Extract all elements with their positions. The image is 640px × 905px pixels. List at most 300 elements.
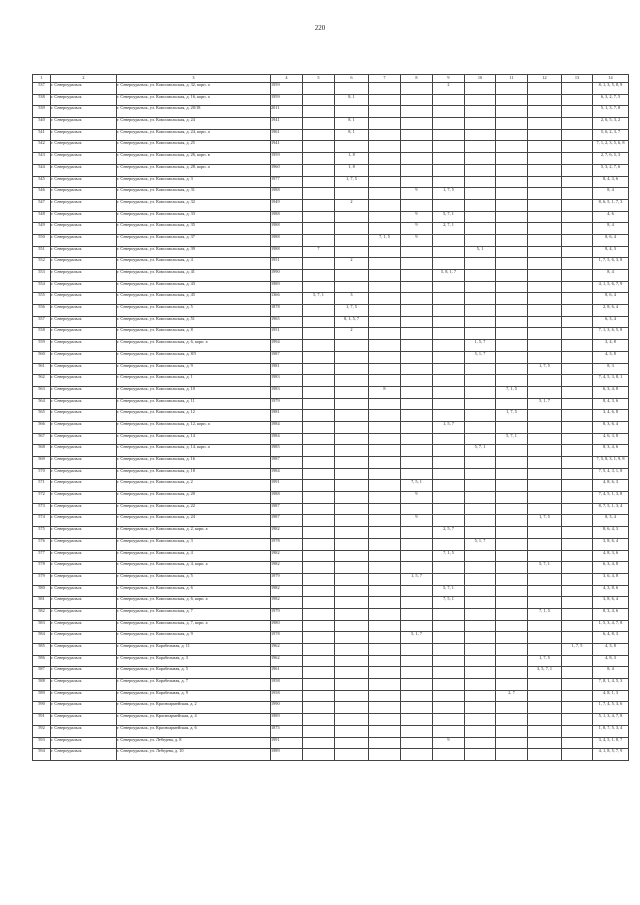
settlement-cell: г. Североуральск: [51, 527, 117, 539]
row-number: 552: [33, 258, 51, 270]
value-cell: [303, 421, 335, 433]
value-cell: 9: [433, 737, 465, 749]
codes-cell: 8, 4: [593, 188, 629, 200]
value-cell: [562, 655, 593, 667]
value-cell: [369, 94, 401, 106]
value-cell: [528, 585, 562, 597]
address-cell: г. Североуральск, ул. Комсомольская, д. 16: [117, 457, 271, 469]
row-number: 556: [33, 305, 51, 317]
value-cell: [496, 118, 528, 130]
table-header-row: [33, 75, 629, 83]
value-cell: [303, 363, 335, 375]
settlement-cell: г. Североуральск: [51, 714, 117, 726]
value-cell: [335, 410, 369, 422]
row-number: 582: [33, 608, 51, 620]
value-cell: [369, 725, 401, 737]
settlement-cell: г. Североуральск: [51, 492, 117, 504]
value-cell: [369, 258, 401, 270]
address-cell: г. Североуральск, ул. Комсомольская, д. 2, корп. а: [117, 527, 271, 539]
value-cell: [401, 714, 433, 726]
row-number: 558: [33, 328, 51, 340]
value-cell: [433, 386, 465, 398]
value-cell: [465, 176, 496, 188]
value-cell: [496, 246, 528, 258]
row-number: 543: [33, 153, 51, 165]
value-cell: [562, 702, 593, 714]
value-cell: [496, 679, 528, 691]
value-cell: [335, 340, 369, 352]
value-cell: 7, 1, 5: [433, 550, 465, 562]
settlement-cell: г. Североуральск: [51, 620, 117, 632]
value-cell: [401, 258, 433, 270]
row-number: 578: [33, 562, 51, 574]
table-row: [33, 515, 629, 527]
value-cell: [465, 655, 496, 667]
row-number: 546: [33, 188, 51, 200]
settlement-cell: г. Североуральск: [51, 679, 117, 691]
value-cell: [465, 457, 496, 469]
year-cell: 1989: [271, 749, 303, 761]
year-cell: 1983: [271, 386, 303, 398]
row-number: 541: [33, 129, 51, 141]
value-cell: [433, 702, 465, 714]
address-cell: г. Североуральск, ул. Корабельная, д. 9: [117, 690, 271, 702]
value-cell: [528, 118, 562, 130]
value-cell: [496, 234, 528, 246]
value-cell: [303, 632, 335, 644]
row-number: 581: [33, 597, 51, 609]
value-cell: [496, 258, 528, 270]
table-row: [33, 550, 629, 562]
value-cell: [528, 153, 562, 165]
value-cell: [369, 667, 401, 679]
value-cell: [369, 223, 401, 235]
column-header: 3: [117, 75, 271, 83]
value-cell: [465, 480, 496, 492]
year-cell: 1990: [271, 702, 303, 714]
value-cell: [528, 106, 562, 118]
value-cell: [303, 164, 335, 176]
row-number: 575: [33, 527, 51, 539]
value-cell: [465, 398, 496, 410]
value-cell: [562, 667, 593, 679]
value-cell: [401, 737, 433, 749]
value-cell: [369, 550, 401, 562]
value-cell: 1, 5, 7: [401, 573, 433, 585]
value-cell: [528, 375, 562, 387]
value-cell: [496, 573, 528, 585]
column-header: 11: [496, 75, 528, 83]
address-cell: г. Североуральск, ул. Комсомольская, д. 33: [117, 211, 271, 223]
value-cell: [465, 527, 496, 539]
value-cell: [335, 351, 369, 363]
settlement-cell: г. Североуральск: [51, 305, 117, 317]
settlement-cell: г. Североуральск: [51, 538, 117, 550]
value-cell: [433, 538, 465, 550]
value-cell: [335, 679, 369, 691]
value-cell: [369, 421, 401, 433]
value-cell: 2, 7: [496, 690, 528, 702]
row-number: 594: [33, 749, 51, 761]
value-cell: [496, 375, 528, 387]
value-cell: [401, 386, 433, 398]
value-cell: [433, 164, 465, 176]
value-cell: [369, 246, 401, 258]
value-cell: [335, 550, 369, 562]
table-row: [33, 106, 629, 118]
value-cell: 1, 5, 7: [465, 340, 496, 352]
row-number: 572: [33, 492, 51, 504]
value-cell: [528, 503, 562, 515]
value-cell: [401, 433, 433, 445]
value-cell: [465, 316, 496, 328]
year-cell: 1987: [271, 503, 303, 515]
value-cell: [335, 597, 369, 609]
codes-cell: 4, 1, 5, 6, 7, 9: [593, 281, 629, 293]
value-cell: [496, 538, 528, 550]
year-cell: 1978: [271, 632, 303, 644]
value-cell: [335, 398, 369, 410]
value-cell: [528, 246, 562, 258]
value-cell: [369, 714, 401, 726]
value-cell: [562, 106, 593, 118]
value-cell: [496, 293, 528, 305]
value-cell: [496, 468, 528, 480]
value-cell: [562, 258, 593, 270]
row-number: 564: [33, 398, 51, 410]
table-row: [33, 270, 629, 282]
value-cell: [303, 106, 335, 118]
value-cell: [562, 527, 593, 539]
value-cell: [401, 118, 433, 130]
value-cell: [335, 690, 369, 702]
value-cell: [303, 433, 335, 445]
codes-cell: 8, 4: [593, 270, 629, 282]
value-cell: [401, 445, 433, 457]
value-cell: [496, 714, 528, 726]
value-cell: [562, 421, 593, 433]
table-row: [33, 468, 629, 480]
value-cell: [433, 503, 465, 515]
value-cell: [433, 141, 465, 153]
year-cell: 2011: [271, 106, 303, 118]
value-cell: [562, 141, 593, 153]
value-cell: [562, 690, 593, 702]
value-cell: [528, 293, 562, 305]
year-cell: 1982: [271, 562, 303, 574]
value-cell: [528, 714, 562, 726]
value-cell: [401, 597, 433, 609]
row-number: 537: [33, 83, 51, 95]
row-number: 569: [33, 457, 51, 469]
table-row: [33, 620, 629, 632]
value-cell: [369, 340, 401, 352]
value-cell: [401, 328, 433, 340]
value-cell: [335, 585, 369, 597]
value-cell: [303, 188, 335, 200]
value-cell: [433, 468, 465, 480]
value-cell: [401, 375, 433, 387]
value-cell: [562, 468, 593, 480]
row-number: 570: [33, 468, 51, 480]
table-row: [33, 211, 629, 223]
table-row: [33, 223, 629, 235]
value-cell: 5, 1, 7: [465, 538, 496, 550]
value-cell: [528, 234, 562, 246]
settlement-cell: г. Североуральск: [51, 188, 117, 200]
row-number: 590: [33, 702, 51, 714]
codes-cell: 5, 1, 3, 7, 8: [593, 106, 629, 118]
value-cell: [369, 270, 401, 282]
codes-cell: 3, 8, 6, 4: [593, 538, 629, 550]
value-cell: [528, 679, 562, 691]
codes-cell: 7, 5, 8, 3, 1, 9, 8: [593, 457, 629, 469]
value-cell: [465, 129, 496, 141]
value-cell: [303, 690, 335, 702]
value-cell: [465, 141, 496, 153]
value-cell: 9: [401, 492, 433, 504]
address-cell: г. Североуральск, ул. Комсомольская, д. 5: [117, 573, 271, 585]
value-cell: [465, 106, 496, 118]
value-cell: [369, 141, 401, 153]
value-cell: [401, 655, 433, 667]
year-cell: 1979: [271, 573, 303, 585]
value-cell: [369, 305, 401, 317]
value-cell: [433, 445, 465, 457]
codes-cell: 5, 3, 2, 7, 6: [593, 164, 629, 176]
value-cell: [303, 445, 335, 457]
value-cell: [528, 527, 562, 539]
value-cell: [369, 83, 401, 95]
value-cell: [496, 199, 528, 211]
settlement-cell: г. Североуральск: [51, 690, 117, 702]
value-cell: [496, 457, 528, 469]
table-row: [33, 153, 629, 165]
year-cell: 1987: [271, 457, 303, 469]
settlement-cell: г. Североуральск: [51, 737, 117, 749]
value-cell: [401, 562, 433, 574]
table-row: [33, 234, 629, 246]
value-cell: [401, 363, 433, 375]
value-cell: [528, 457, 562, 469]
value-cell: [335, 702, 369, 714]
value-cell: 1, 7, 5: [496, 410, 528, 422]
settlement-cell: г. Североуральск: [51, 351, 117, 363]
value-cell: [433, 725, 465, 737]
page-number: 220: [314, 24, 326, 32]
settlement-cell: г. Североуральск: [51, 457, 117, 469]
row-number: 548: [33, 211, 51, 223]
table-row: [33, 562, 629, 574]
settlement-cell: г. Североуральск: [51, 234, 117, 246]
value-cell: [433, 328, 465, 340]
value-cell: [562, 679, 593, 691]
value-cell: [496, 106, 528, 118]
value-cell: [496, 632, 528, 644]
value-cell: [369, 118, 401, 130]
value-cell: [335, 480, 369, 492]
value-cell: [562, 480, 593, 492]
value-cell: 1, 7, 5: [433, 188, 465, 200]
value-cell: [303, 176, 335, 188]
value-cell: 1, 7, 5: [335, 176, 369, 188]
address-cell: г. Североуральск, ул. Комсомольская, д. 22: [117, 503, 271, 515]
value-cell: [496, 94, 528, 106]
settlement-cell: г. Североуральск: [51, 433, 117, 445]
value-cell: [335, 211, 369, 223]
table-row: [33, 749, 629, 761]
value-cell: [433, 375, 465, 387]
value-cell: [562, 492, 593, 504]
settlement-cell: г. Североуральск: [51, 199, 117, 211]
value-cell: [369, 328, 401, 340]
settlement-cell: г. Североуральск: [51, 480, 117, 492]
row-number: 549: [33, 223, 51, 235]
value-cell: [303, 83, 335, 95]
value-cell: [401, 246, 433, 258]
codes-cell: 8, 1, 3, 5, 8, 9: [593, 83, 629, 95]
address-cell: г. Североуральск, ул. Комсомольская, д. 5: [117, 305, 271, 317]
value-cell: [335, 749, 369, 761]
address-cell: г. Североуральск, ул. Комсомольская, д. 6: [117, 585, 271, 597]
value-cell: [303, 492, 335, 504]
value-cell: [496, 725, 528, 737]
column-header: 8: [401, 75, 433, 83]
value-cell: [496, 667, 528, 679]
value-cell: [562, 129, 593, 141]
settlement-cell: г. Североуральск: [51, 293, 117, 305]
value-cell: [433, 340, 465, 352]
value-cell: [528, 445, 562, 457]
value-cell: [562, 515, 593, 527]
settlement-cell: г. Североуральск: [51, 129, 117, 141]
settlement-cell: г. Североуральск: [51, 118, 117, 130]
value-cell: [433, 106, 465, 118]
codes-cell: 7, 5, 4, 3, 1, 8: [593, 468, 629, 480]
value-cell: [369, 375, 401, 387]
value-cell: [496, 83, 528, 95]
value-cell: [401, 538, 433, 550]
codes-cell: 7, 1, 2, 3, 5, 6, 8: [593, 141, 629, 153]
value-cell: [433, 573, 465, 585]
value-cell: [303, 398, 335, 410]
value-cell: 5, 7, 1: [496, 433, 528, 445]
settlement-cell: г. Североуральск: [51, 375, 117, 387]
value-cell: [369, 480, 401, 492]
value-cell: [465, 492, 496, 504]
value-cell: [496, 351, 528, 363]
codes-cell: 8, 6, 4: [593, 234, 629, 246]
value-cell: [335, 363, 369, 375]
year-cell: 1981: [271, 363, 303, 375]
value-cell: 1, 7, 5: [562, 644, 593, 656]
settlement-cell: г. Североуральск: [51, 410, 117, 422]
address-cell: г. Североуральск, ул. Красноармейская, д. 6: [117, 725, 271, 737]
value-cell: [562, 281, 593, 293]
value-cell: [433, 644, 465, 656]
value-cell: [401, 305, 433, 317]
value-cell: [562, 316, 593, 328]
settlement-cell: г. Североуральск: [51, 340, 117, 352]
value-cell: [528, 164, 562, 176]
value-cell: 1, 7, 5: [528, 655, 562, 667]
value-cell: [369, 211, 401, 223]
value-cell: [369, 433, 401, 445]
row-number: 557: [33, 316, 51, 328]
settlement-cell: г. Североуральск: [51, 749, 117, 761]
table-row: [33, 480, 629, 492]
year-cell: 1984: [271, 421, 303, 433]
settlement-cell: г. Североуральск: [51, 281, 117, 293]
codes-cell: 8, 4, 3, 6: [593, 176, 629, 188]
value-cell: [335, 503, 369, 515]
row-number: 540: [33, 118, 51, 130]
value-cell: 9: [401, 223, 433, 235]
value-cell: [496, 608, 528, 620]
value-cell: [369, 597, 401, 609]
value-cell: [465, 211, 496, 223]
settlement-cell: г. Североуральск: [51, 503, 117, 515]
value-cell: [465, 305, 496, 317]
value-cell: 1, 8: [335, 164, 369, 176]
value-cell: [465, 234, 496, 246]
address-cell: г. Североуральск, ул. Комсомольская, д. 3: [117, 176, 271, 188]
value-cell: 7: [303, 246, 335, 258]
table-row: [33, 421, 629, 433]
value-cell: [335, 223, 369, 235]
value-cell: [401, 679, 433, 691]
value-cell: [465, 562, 496, 574]
value-cell: [496, 281, 528, 293]
table-row: [33, 199, 629, 211]
table-row: [33, 305, 629, 317]
value-cell: [562, 176, 593, 188]
value-cell: [465, 550, 496, 562]
value-cell: [562, 608, 593, 620]
row-number: 586: [33, 655, 51, 667]
row-number: 579: [33, 573, 51, 585]
value-cell: [303, 679, 335, 691]
settlement-cell: г. Североуральск: [51, 211, 117, 223]
settlement-cell: г. Североуральск: [51, 363, 117, 375]
year-cell: 1962: [271, 655, 303, 667]
value-cell: [562, 375, 593, 387]
row-number: 562: [33, 375, 51, 387]
value-cell: [528, 270, 562, 282]
row-number: 584: [33, 632, 51, 644]
value-cell: [465, 281, 496, 293]
year-cell: 1982: [271, 527, 303, 539]
address-cell: г. Североуральск, ул. Комсомольская, д. 9: [117, 632, 271, 644]
value-cell: [496, 129, 528, 141]
value-cell: [562, 457, 593, 469]
value-cell: [335, 620, 369, 632]
column-header: 7: [369, 75, 401, 83]
settlement-cell: г. Североуральск: [51, 702, 117, 714]
address-cell: г. Североуральск, ул. Комсомольская, д. 20/18: [117, 106, 271, 118]
codes-cell: 6, 3, 4: [593, 316, 629, 328]
value-cell: [335, 445, 369, 457]
codes-cell: 1, 8, 7, 5, 3, 4: [593, 725, 629, 737]
table-row: [33, 714, 629, 726]
value-cell: [303, 480, 335, 492]
value-cell: 8, 1: [335, 94, 369, 106]
value-cell: [562, 562, 593, 574]
value-cell: [369, 503, 401, 515]
value-cell: 5, 1, 7: [401, 632, 433, 644]
value-cell: [433, 620, 465, 632]
value-cell: [528, 340, 562, 352]
